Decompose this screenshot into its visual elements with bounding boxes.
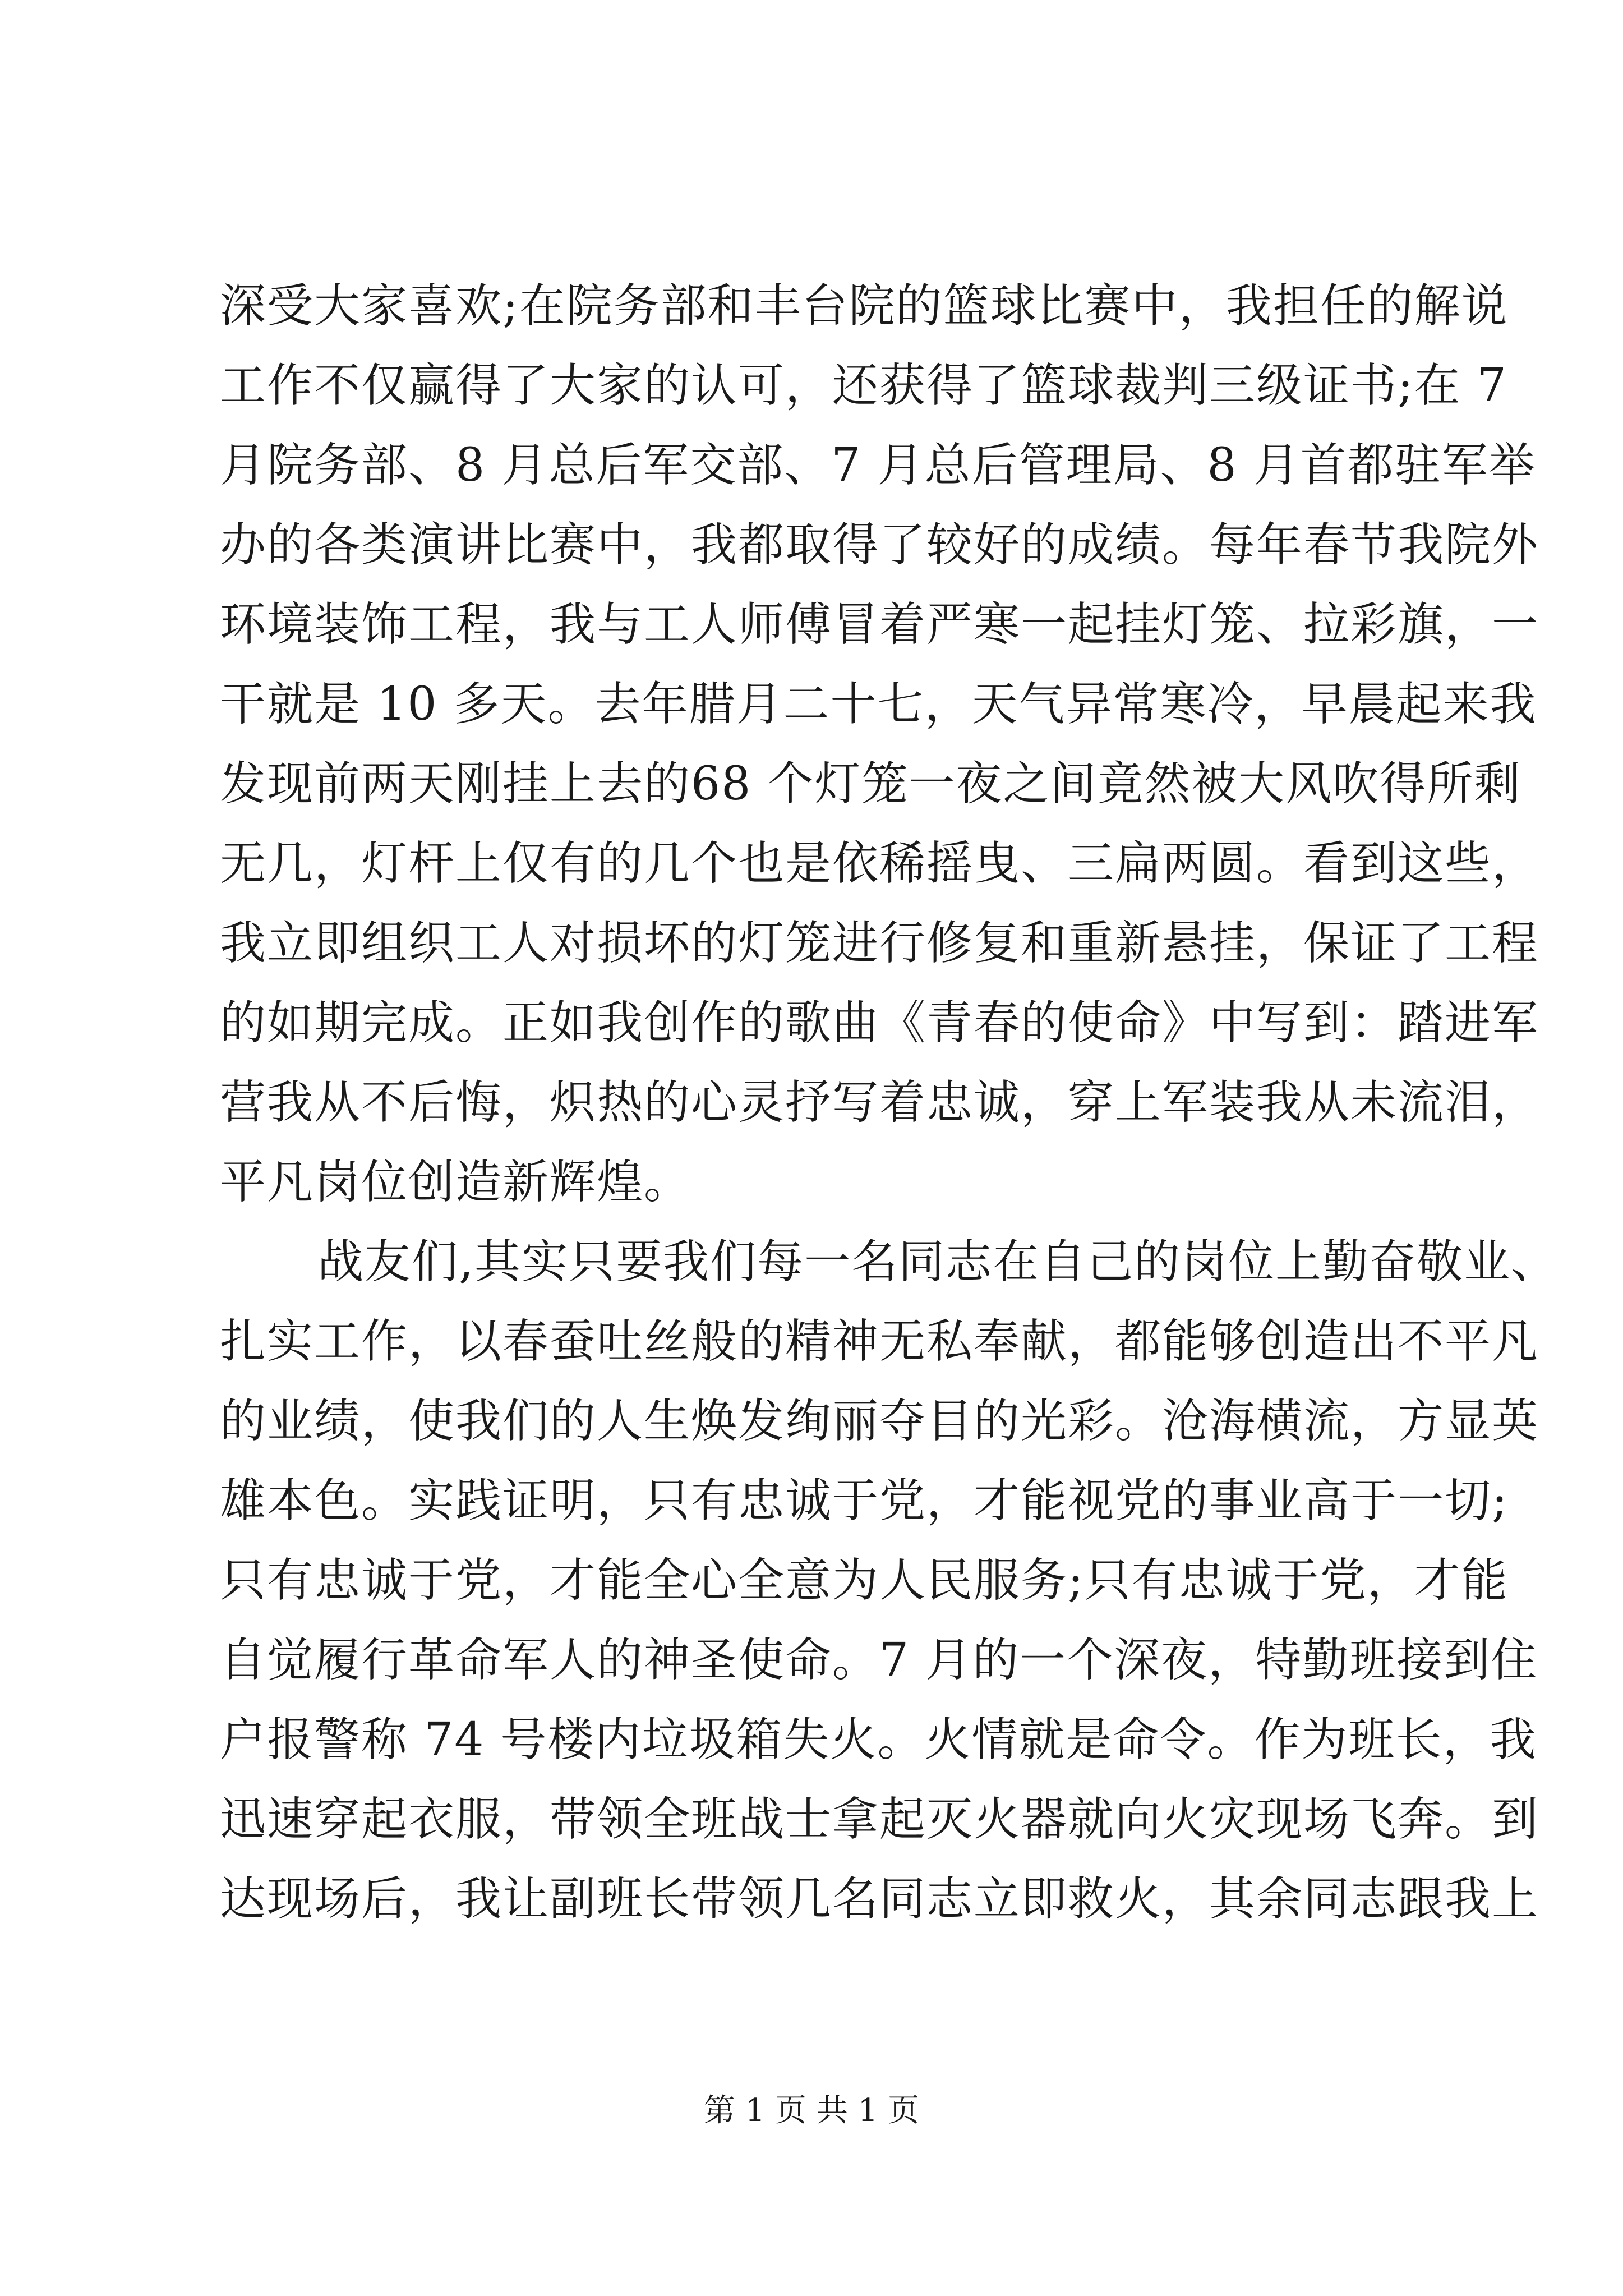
text-line: 迅速穿起衣服，带领全班战士拿起灭火器就向火灾现场飞奔。到 — [220, 1793, 1539, 1846]
text-line: 的如期完成。正如我创作的歌曲《青春的使命》中写到：踏进军 — [220, 996, 1539, 1050]
document-body — [220, 266, 1559, 1939]
text-line: 月院务部、8 月总后军交部、7 月总后管理局、8 月首都驻军举 — [220, 439, 1536, 492]
text-line: 环境装饰工程，我与工人师傅冒着严寒一起挂灯笼、拉彩旗，一 — [220, 598, 1539, 651]
text-line: 无几，灯杆上仅有的几个也是依稀摇曳、三扁两圆。看到这些， — [220, 837, 1539, 890]
text-line: 扎实工作，以春蚕吐丝般的精神无私奉献，都能够创造出不平凡 — [220, 1315, 1539, 1368]
text-line: 的业绩，使我们的人生焕发绚丽夺目的光彩。沧海横流，方显英 — [220, 1395, 1539, 1448]
text-line: 营我从不后悔，炽热的心灵抒写着忠诚，穿上军装我从未流泪， — [220, 1076, 1539, 1129]
text-line: 我立即组织工人对损坏的灯笼进行修复和重新悬挂，保证了工程 — [220, 917, 1539, 970]
text-line: 办的各类演讲比赛中，我都取得了较好的成绩。每年春节我院外 — [220, 518, 1539, 572]
page-number-label: 第 1 页 共 1 页 — [703, 2092, 920, 2129]
text-line: 平凡岗位创造新辉煌。 — [220, 1156, 691, 1209]
page-footer — [0, 2091, 1623, 2131]
text-line: 只有忠诚于党，才能全心全意为人民服务;只有忠诚于党，才能 — [220, 1554, 1509, 1607]
text-line: 达现场后，我让副班长带领几名同志立即救火，其余同志跟我上 — [220, 1872, 1539, 1926]
text-line: 深受大家喜欢;在院务部和丰台院的篮球比赛中，我担任的解说 — [220, 279, 1509, 333]
text-line: 发现前两天刚挂上去的68 个灯笼一夜之间竟然被大风吹得所剩 — [220, 757, 1521, 811]
paragraph-2 — [220, 1222, 1559, 1939]
paragraph-1 — [220, 266, 1539, 1222]
text-line: 自觉履行革命军人的神圣使命。7 月的一个深夜，特勤班接到住 — [220, 1634, 1538, 1687]
text-line: 工作不仅赢得了大家的认可，还获得了篮球裁判三级证书;在 7 — [220, 359, 1507, 412]
text-line: 雄本色。实践证明，只有忠诚于党，才能视党的事业高于一切; — [220, 1474, 1509, 1527]
text-line: 战友们,其实只要我们每一名同志在自己的岗位上勤奋敬业、 — [317, 1235, 1559, 1289]
text-line: 干就是 10 多天。去年腊月二十七，天气异常寒冷，早晨起来我 — [220, 678, 1537, 731]
text-line: 户报警称 74 号楼内垃圾箱失火。火情就是命令。作为班长，我 — [220, 1713, 1537, 1766]
